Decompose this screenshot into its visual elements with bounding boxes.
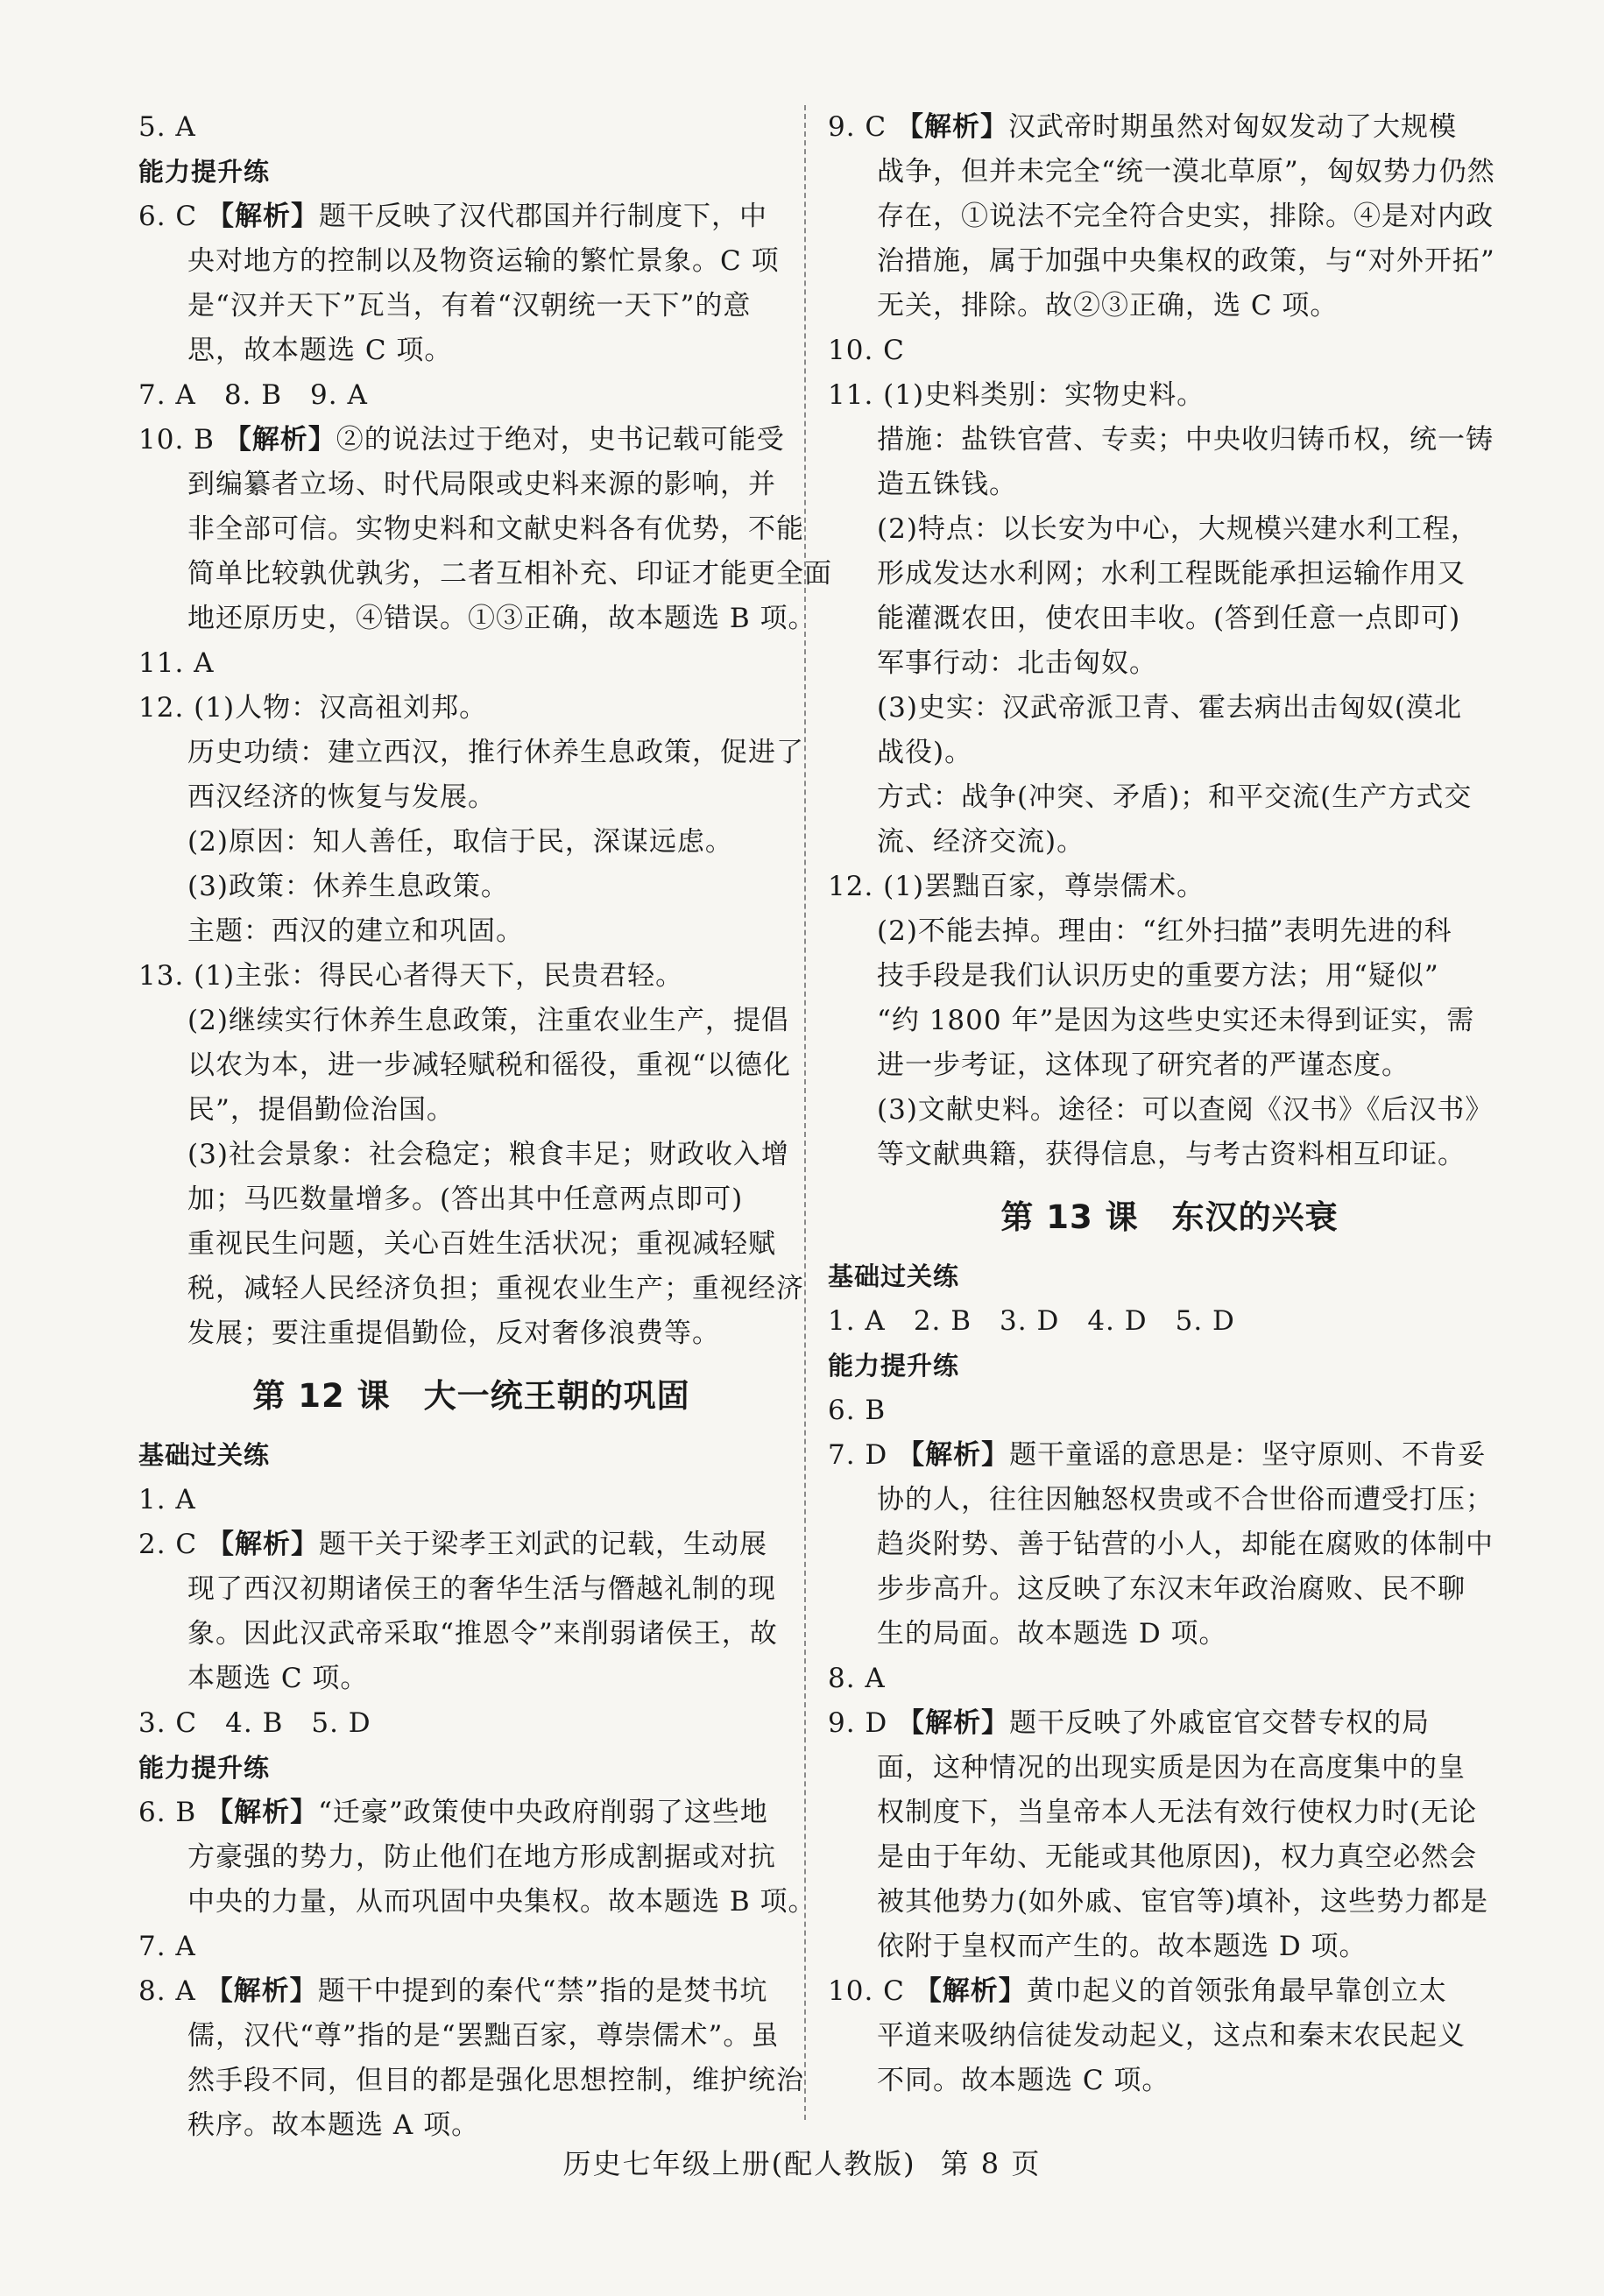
answer-line: 造五铢钱。 (877, 469, 1017, 500)
answer-line: 历史功绩：建立西汉，推行休养生息政策，促进了 (187, 737, 804, 768)
column-divider (804, 105, 806, 2120)
answer-line: 趋炎附势、善于钻营的小人，却能在腐败的体制中 (877, 1529, 1494, 1560)
answer-line: (3)史实：汉武帝派卫青、霍去病出击匈奴(漠北 (877, 692, 1463, 724)
answer-line: 无关，排除。故②③正确，选 C 项。 (877, 290, 1339, 321)
answer-line: 8. A 【解析】题干中提到的秦代“禁”指的是焚书坑 (138, 1975, 768, 2007)
answer-line: 被其他势力(如外戚、宦官等)填补，这些势力都是 (877, 1886, 1489, 1918)
answer-line: 税，减轻人民经济负担；重视农业生产；重视经济 (187, 1273, 804, 1304)
answer-line: 是由于年幼、无能或其他原因)，权力真空必然会 (877, 1841, 1478, 1873)
answer-line: 6. B (828, 1395, 887, 1426)
lesson-title: 第 13 课 东汉的兴衰 (1000, 1198, 1339, 1236)
page-number: 第 8 页 (940, 2147, 1042, 2180)
answer-line: 治措施，属于加强中央集权的政策，与“对外开拓” (877, 245, 1495, 277)
right-column (828, 105, 1511, 2103)
answer-line: 象。因此汉武帝采取“推恩令”来削弱诸侯王，故 (187, 1618, 778, 1650)
answer-line: 现了西汉初期诸侯王的奢华生活与僭越礼制的现 (187, 1573, 776, 1605)
answer-line: 战役)。 (877, 737, 973, 768)
answer-line: 本题选 C 项。 (187, 1663, 369, 1694)
answer-line: 中央的力量，从而巩固中央集权。故本题选 B 项。 (187, 1886, 816, 1918)
section-heading: 基础过关练 (138, 1440, 271, 1470)
answer-line: 流、经济交流)。 (877, 826, 1085, 858)
analysis-tag: 【解析】 (897, 1707, 1010, 1739)
answer-line: 10. C (828, 335, 905, 366)
answer-line: 协的人，往往因触怒权贵或不合世俗而遭受打压； (877, 1484, 1494, 1515)
answer-line: 面，这种情况的出现实质是因为在高度集中的皇 (877, 1752, 1466, 1784)
book-title: 历史七年级上册(配人教版) (562, 2147, 916, 2180)
answer-line: (2)不能去掉。理由：“红外扫描”表明先进的科 (877, 915, 1452, 947)
answer-line: (3)政策：休养生息政策。 (187, 871, 509, 902)
answer-line: 5. A (138, 111, 196, 143)
section-heading: 能力提升练 (138, 157, 271, 187)
answer-line: 9. C 【解析】汉武帝时期虽然对匈奴发动了大规模 (828, 111, 1458, 143)
answer-line: 发展；要注重提倡勤俭，反对奢侈浪费等。 (187, 1318, 720, 1349)
answer-line: 简单比较孰优孰劣，二者互相补充、印证才能更全面 (187, 558, 832, 590)
answer-line: 然手段不同，但目的都是强化思想控制，维护统治 (187, 2065, 804, 2096)
answer-line: 存在，①说法不完全符合史实，排除。④是对内政 (877, 201, 1494, 232)
answer-line: 非全部可信。实物史料和文献史料各有优势，不能 (187, 513, 804, 545)
answer-line: “约 1800 年”是因为这些史实还未得到证实，需 (877, 1005, 1475, 1036)
answer-line: 11. A (138, 647, 215, 679)
section-heading: 能力提升练 (138, 1753, 271, 1783)
answer-line: 以农为本，进一步减轻赋税和徭役，重视“以德化 (187, 1049, 791, 1081)
answer-line: 8. A (828, 1663, 886, 1694)
answer-line: 2. C 【解析】题干关于梁孝王刘武的记载，生动展 (138, 1529, 768, 1560)
answer-line: 民”，提倡勤俭治国。 (187, 1094, 455, 1126)
answer-line: 步步高升。这反映了东汉末年政治腐败、民不聊 (877, 1573, 1466, 1605)
analysis-tag: 【解析】 (914, 1975, 1027, 2007)
answer-line: 重视民生问题，关心百姓生活状况；重视减轻赋 (187, 1228, 776, 1260)
answer-line: 6. B 【解析】“迁豪”政策使中央政府削弱了这些地 (138, 1797, 768, 1828)
answer-line: 不同。故本题选 C 项。 (877, 2065, 1170, 2096)
analysis-tag: 【解析】 (206, 1797, 319, 1828)
left-column (138, 105, 832, 2148)
answer-line: (2)特点：以长安为中心，大规模兴建水利工程， (877, 513, 1479, 545)
answer-line: 技手段是我们认识历史的重要方法；用“疑似” (877, 960, 1439, 992)
answer-line: 方式：战争(冲突、矛盾)；和平交流(生产方式交 (877, 781, 1473, 813)
answer-line: 方豪强的势力，防止他们在地方形成割据或对抗 (187, 1841, 776, 1873)
answer-line: 主题：西汉的建立和巩固。 (187, 915, 524, 947)
answer-line: 10. B 【解析】②的说法过于绝对，史书记载可能受 (138, 424, 785, 456)
answer-line: 12. (1)罢黜百家，尊崇儒术。 (828, 871, 1205, 902)
answer-line: 进一步考证，这体现了研究者的严谨态度。 (877, 1049, 1410, 1081)
answer-line: 依附于皇权而产生的。故本题选 D 项。 (877, 1931, 1367, 1962)
answer-line: (2)原因：知人善任，取信于民，深谋远虑。 (187, 826, 733, 858)
answer-line: 西汉经济的恢复与发展。 (187, 781, 496, 813)
answer-line: 平道来吸纳信徒发动起义，这点和秦末农民起义 (877, 2020, 1466, 2052)
answer-line: 措施：盐铁官营、专卖；中央收归铸币权，统一铸 (877, 424, 1494, 456)
section-heading: 能力提升练 (828, 1351, 960, 1381)
answer-line: 7. A (138, 1931, 196, 1962)
answer-line: 形成发达水利网；水利工程既能承担运输作用又 (877, 558, 1466, 590)
answer-line: 等文献典籍，获得信息，与考古资料相互印证。 (877, 1139, 1466, 1170)
answer-line: 9. D 【解析】题干反映了外戚宦官交替专权的局 (828, 1707, 1431, 1739)
answer-line: 军事行动：北击匈奴。 (877, 647, 1157, 679)
answer-line: 战争，但并未完全“统一漠北草原”，匈奴势力仍然 (877, 156, 1495, 187)
analysis-tag: 【解析】 (205, 1975, 318, 2007)
answer-line: 10. C 【解析】黄巾起义的首领张角最早靠创立太 (828, 1975, 1447, 2007)
analysis-tag: 【解析】 (897, 1439, 1010, 1471)
section-heading: 基础过关练 (828, 1261, 960, 1291)
answer-line: 权制度下，当皇帝本人无法有效行使权力时(无论 (877, 1797, 1478, 1828)
answer-line: 12. (1)人物：汉高祖刘邦。 (138, 692, 488, 724)
answer-line: 3. C 4. B 5. D (138, 1707, 371, 1739)
answer-line: 1. A (138, 1484, 196, 1515)
analysis-tag: 【解析】 (207, 1529, 320, 1560)
answer-line: 央对地方的控制以及物资运输的繁忙景象。C 项 (187, 245, 780, 277)
lesson-title: 第 12 课 大一统王朝的巩固 (252, 1377, 690, 1415)
answer-line: 7. A 8. B 9. A (138, 379, 368, 411)
answer-line: 11. (1)史料类别：实物史料。 (828, 379, 1205, 411)
answer-line: 7. D 【解析】题干童谣的意思是：坚守原则、不肯妥 (828, 1439, 1487, 1471)
answer-line: 能灌溉农田，使农田丰收。(答到任意一点即可) (877, 603, 1461, 634)
answer-line: 到编纂者立场、时代局限或史料来源的影响，并 (187, 469, 776, 500)
analysis-tag: 【解析】 (207, 201, 320, 232)
answer-line: 13. (1)主张：得民心者得天下，民贵君轻。 (138, 960, 684, 992)
answer-line: 生的局面。故本题选 D 项。 (877, 1618, 1227, 1650)
answer-line: 是“汉并天下”瓦当，有着“汉朝统一天下”的意 (187, 290, 752, 321)
answer-line: (2)继续实行休养生息政策，注重农业生产，提倡 (187, 1005, 789, 1036)
answer-line: 1. A 2. B 3. D 4. D 5. D (828, 1305, 1235, 1337)
page-footer (0, 2143, 1604, 2185)
answer-line: 儒，汉代“尊”指的是“罢黜百家，尊崇儒术”。虽 (187, 2020, 780, 2052)
analysis-tag: 【解析】 (896, 111, 1009, 143)
answer-line: 思，故本题选 C 项。 (187, 335, 453, 366)
answer-line: 加；马匹数量增多。(答出其中任意两点即可) (187, 1183, 744, 1215)
answer-line: 地还原历史，④错误。①③正确，故本题选 B 项。 (187, 603, 816, 634)
answer-line: (3)社会景象：社会稳定；粮食丰足；财政收入增 (187, 1139, 789, 1170)
answer-line: (3)文献史料。途径：可以查阅《汉书》《后汉书》 (877, 1094, 1494, 1126)
answer-line: 6. C 【解析】题干反映了汉代郡国并行制度下，中 (138, 201, 768, 232)
analysis-tag: 【解析】 (223, 424, 336, 456)
answer-line: 秩序。故本题选 A 项。 (187, 2109, 480, 2141)
